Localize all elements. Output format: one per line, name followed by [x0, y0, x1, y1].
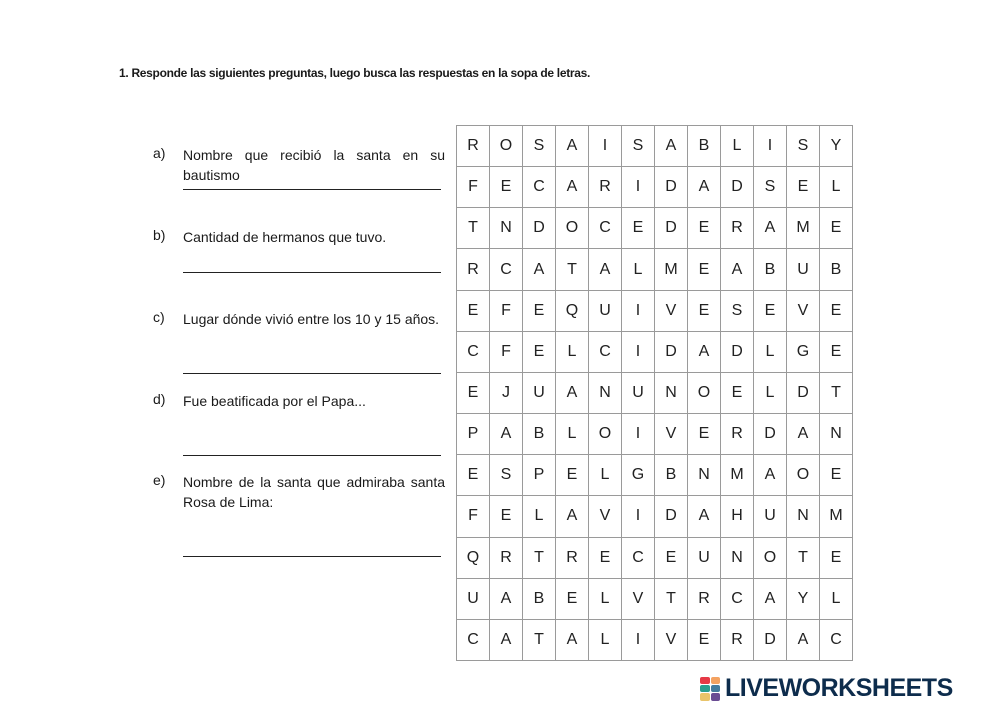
grid-cell[interactable]: A	[655, 126, 688, 167]
grid-cell[interactable]: F	[490, 332, 523, 373]
answer-line-b[interactable]	[183, 272, 441, 273]
grid-cell[interactable]: A	[688, 332, 721, 373]
grid-cell[interactable]: C	[622, 538, 655, 579]
grid-cell[interactable]: A	[589, 249, 622, 290]
grid-cell[interactable]: E	[589, 538, 622, 579]
grid-cell[interactable]: L	[556, 332, 589, 373]
grid-cell[interactable]: V	[589, 496, 622, 537]
question-letter: c)	[153, 309, 165, 325]
grid-cell[interactable]: D	[754, 620, 787, 661]
grid-cell[interactable]: O	[490, 126, 523, 167]
grid-cell[interactable]: A	[556, 496, 589, 537]
grid-cell[interactable]: E	[556, 455, 589, 496]
grid-cell[interactable]: E	[787, 167, 820, 208]
grid-cell[interactable]: A	[523, 249, 556, 290]
grid-cell[interactable]: I	[622, 620, 655, 661]
grid-cell[interactable]: E	[820, 208, 853, 249]
liveworksheets-logo-icon	[700, 677, 720, 701]
grid-cell[interactable]: C	[820, 620, 853, 661]
grid-cell[interactable]: C	[721, 579, 754, 620]
grid-cell[interactable]: A	[688, 167, 721, 208]
grid-cell[interactable]: B	[688, 126, 721, 167]
grid-cell[interactable]: R	[721, 414, 754, 455]
grid-cell[interactable]: H	[721, 496, 754, 537]
grid-cell[interactable]: L	[556, 414, 589, 455]
grid-cell[interactable]: U	[523, 373, 556, 414]
grid-cell[interactable]: E	[523, 332, 556, 373]
grid-cell[interactable]: B	[655, 455, 688, 496]
grid-cell[interactable]: B	[523, 579, 556, 620]
grid-cell[interactable]: D	[754, 414, 787, 455]
grid-cell[interactable]: P	[457, 414, 490, 455]
grid-cell[interactable]: N	[655, 373, 688, 414]
grid-cell[interactable]: L	[523, 496, 556, 537]
grid-cell[interactable]: O	[556, 208, 589, 249]
grid-cell[interactable]: T	[655, 579, 688, 620]
grid-cell[interactable]: T	[556, 249, 589, 290]
grid-cell[interactable]: T	[457, 208, 490, 249]
grid-cell[interactable]: R	[721, 208, 754, 249]
grid-cell[interactable]: Q	[457, 538, 490, 579]
logo-icon-square	[711, 677, 721, 684]
grid-cell[interactable]: P	[523, 455, 556, 496]
answer-line-c[interactable]	[183, 373, 441, 374]
grid-cell[interactable]: L	[589, 455, 622, 496]
grid-cell[interactable]: B	[754, 249, 787, 290]
question-b	[153, 227, 445, 247]
grid-cell[interactable]: O	[787, 455, 820, 496]
logo-text: LIVEWORKSHEETS	[725, 674, 953, 702]
grid-cell[interactable]: A	[490, 579, 523, 620]
grid-cell[interactable]: R	[457, 126, 490, 167]
grid-cell[interactable]: S	[787, 126, 820, 167]
question-text: Cantidad de hermanos que tuvo.	[183, 229, 387, 245]
question-e	[153, 472, 445, 512]
grid-cell[interactable]: S	[754, 167, 787, 208]
grid-cell[interactable]: B	[523, 414, 556, 455]
grid-cell[interactable]: Y	[787, 579, 820, 620]
grid-cell[interactable]: U	[688, 538, 721, 579]
grid-cell[interactable]: U	[589, 291, 622, 332]
grid-cell[interactable]: C	[589, 208, 622, 249]
grid-cell[interactable]: E	[820, 332, 853, 373]
grid-cell[interactable]: T	[787, 538, 820, 579]
grid-cell[interactable]: R	[457, 249, 490, 290]
grid-cell[interactable]: S	[721, 291, 754, 332]
grid-cell[interactable]: T	[523, 620, 556, 661]
grid-cell[interactable]: A	[556, 373, 589, 414]
grid-cell[interactable]: F	[457, 496, 490, 537]
grid-cell[interactable]: B	[820, 249, 853, 290]
grid-cell[interactable]: F	[457, 167, 490, 208]
grid-cell[interactable]: A	[787, 620, 820, 661]
grid-cell[interactable]: A	[556, 620, 589, 661]
grid-cell[interactable]: E	[655, 538, 688, 579]
grid-cell[interactable]: I	[622, 332, 655, 373]
answer-line-d[interactable]	[183, 455, 441, 456]
grid-cell[interactable]: A	[754, 579, 787, 620]
question-d	[153, 391, 445, 411]
grid-cell[interactable]: I	[754, 126, 787, 167]
grid-cell[interactable]: C	[589, 332, 622, 373]
grid-cell[interactable]: E	[820, 538, 853, 579]
logo-icon-square	[700, 685, 710, 692]
grid-cell[interactable]: A	[787, 414, 820, 455]
question-text: Nombre que recibió la santa en su bautismo	[183, 147, 445, 183]
grid-cell[interactable]: E	[688, 414, 721, 455]
grid-cell[interactable]: I	[622, 496, 655, 537]
grid-cell[interactable]: O	[754, 538, 787, 579]
grid-cell[interactable]: A	[556, 167, 589, 208]
grid-cell[interactable]: N	[721, 538, 754, 579]
grid-cell[interactable]: G	[622, 455, 655, 496]
grid-cell[interactable]: E	[688, 249, 721, 290]
grid-cell[interactable]: A	[490, 414, 523, 455]
answer-line-a[interactable]	[183, 189, 441, 190]
grid-cell[interactable]: E	[820, 455, 853, 496]
grid-cell[interactable]: E	[556, 579, 589, 620]
grid-cell[interactable]: T	[523, 538, 556, 579]
question-text: Nombre de la santa que admiraba santa Rosa de Lima:	[183, 474, 445, 510]
grid-cell[interactable]: E	[754, 291, 787, 332]
grid-cell[interactable]: E	[457, 373, 490, 414]
grid-cell[interactable]: M	[655, 249, 688, 290]
grid-cell[interactable]: E	[820, 291, 853, 332]
grid-cell[interactable]: V	[655, 291, 688, 332]
grid-cell[interactable]: D	[721, 167, 754, 208]
question-letter: e)	[153, 472, 166, 488]
grid-cell[interactable]: C	[457, 620, 490, 661]
grid-cell[interactable]: L	[589, 620, 622, 661]
question-letter: b)	[153, 227, 166, 243]
grid-cell[interactable]: R	[688, 579, 721, 620]
grid-cell[interactable]: C	[457, 332, 490, 373]
grid-cell[interactable]: A	[490, 620, 523, 661]
grid-cell[interactable]: L	[754, 373, 787, 414]
grid-cell[interactable]: E	[622, 208, 655, 249]
logo-icon-square	[711, 693, 721, 700]
grid-cell[interactable]: I	[589, 126, 622, 167]
logo-icon-square	[700, 693, 710, 700]
grid-cell[interactable]: I	[622, 167, 655, 208]
word-search-grid	[456, 125, 853, 661]
grid-cell[interactable]: N	[490, 208, 523, 249]
grid-cell[interactable]: D	[655, 208, 688, 249]
grid-cell[interactable]: L	[589, 579, 622, 620]
grid-cell[interactable]: O	[589, 414, 622, 455]
grid-cell[interactable]: S	[490, 455, 523, 496]
grid-cell[interactable]: R	[589, 167, 622, 208]
question-text: Lugar dónde vivió entre los 10 y 15 años.	[183, 311, 440, 327]
question-c	[153, 309, 445, 329]
grid-cell[interactable]: V	[655, 414, 688, 455]
grid-cell[interactable]: L	[820, 167, 853, 208]
grid-cell[interactable]: E	[688, 208, 721, 249]
question-letter: a)	[153, 145, 166, 161]
grid-cell[interactable]: N	[688, 455, 721, 496]
grid-cell[interactable]: Q	[556, 291, 589, 332]
grid-cell[interactable]: C	[523, 167, 556, 208]
grid-cell[interactable]: U	[754, 496, 787, 537]
grid-cell[interactable]: R	[490, 538, 523, 579]
grid-cell[interactable]: C	[490, 249, 523, 290]
grid-cell[interactable]: E	[688, 291, 721, 332]
grid-cell[interactable]: V	[622, 579, 655, 620]
grid-cell[interactable]: D	[655, 167, 688, 208]
question-a	[153, 145, 445, 185]
grid-cell[interactable]: I	[622, 291, 655, 332]
grid-cell[interactable]: A	[754, 455, 787, 496]
grid-cell[interactable]: U	[457, 579, 490, 620]
instruction-text: 1. Responde las siguientes preguntas, luego busca las respuestas en la sopa de letras.	[119, 66, 591, 80]
grid-cell[interactable]: S	[622, 126, 655, 167]
grid-cell[interactable]: E	[721, 373, 754, 414]
grid-cell[interactable]: L	[721, 126, 754, 167]
grid-cell[interactable]: A	[754, 208, 787, 249]
grid-cell[interactable]: S	[523, 126, 556, 167]
grid-cell[interactable]: D	[523, 208, 556, 249]
grid-cell[interactable]: V	[787, 291, 820, 332]
grid-cell[interactable]: M	[820, 496, 853, 537]
grid-cell[interactable]: F	[490, 291, 523, 332]
grid-cell[interactable]: I	[622, 414, 655, 455]
grid-cell[interactable]: E	[490, 167, 523, 208]
question-letter: d)	[153, 391, 166, 407]
grid-cell[interactable]: A	[556, 126, 589, 167]
question-text: Fue beatificada por el Papa...	[183, 393, 366, 409]
grid-cell[interactable]: E	[490, 496, 523, 537]
grid-cell[interactable]: E	[688, 620, 721, 661]
grid-cell[interactable]: L	[820, 579, 853, 620]
grid-cell[interactable]: O	[688, 373, 721, 414]
grid-cell[interactable]: E	[523, 291, 556, 332]
grid-cell[interactable]: U	[622, 373, 655, 414]
grid-cell[interactable]: Y	[820, 126, 853, 167]
grid-cell[interactable]: E	[457, 291, 490, 332]
grid-cell[interactable]: D	[787, 373, 820, 414]
grid-cell[interactable]: D	[655, 332, 688, 373]
grid-cell[interactable]: M	[721, 455, 754, 496]
liveworksheets-logo	[700, 674, 953, 703]
grid-cell[interactable]: L	[754, 332, 787, 373]
answer-line-e[interactable]	[183, 556, 441, 557]
grid-cell[interactable]: E	[457, 455, 490, 496]
grid-cell[interactable]: G	[787, 332, 820, 373]
grid-cell[interactable]: N	[820, 414, 853, 455]
grid-cell[interactable]: A	[688, 496, 721, 537]
grid-cell[interactable]: T	[820, 373, 853, 414]
grid-cell[interactable]: J	[490, 373, 523, 414]
grid-cell[interactable]: A	[721, 249, 754, 290]
grid-cell[interactable]: R	[721, 620, 754, 661]
grid-cell[interactable]: U	[787, 249, 820, 290]
grid-cell[interactable]: M	[787, 208, 820, 249]
grid-cell[interactable]: D	[655, 496, 688, 537]
logo-icon-square	[711, 685, 721, 692]
grid-cell[interactable]: L	[622, 249, 655, 290]
grid-cell[interactable]: D	[721, 332, 754, 373]
grid-cell[interactable]: R	[556, 538, 589, 579]
logo-icon-square	[700, 677, 710, 684]
grid-cell[interactable]: V	[655, 620, 688, 661]
grid-cell[interactable]: N	[589, 373, 622, 414]
grid-cell[interactable]: N	[787, 496, 820, 537]
